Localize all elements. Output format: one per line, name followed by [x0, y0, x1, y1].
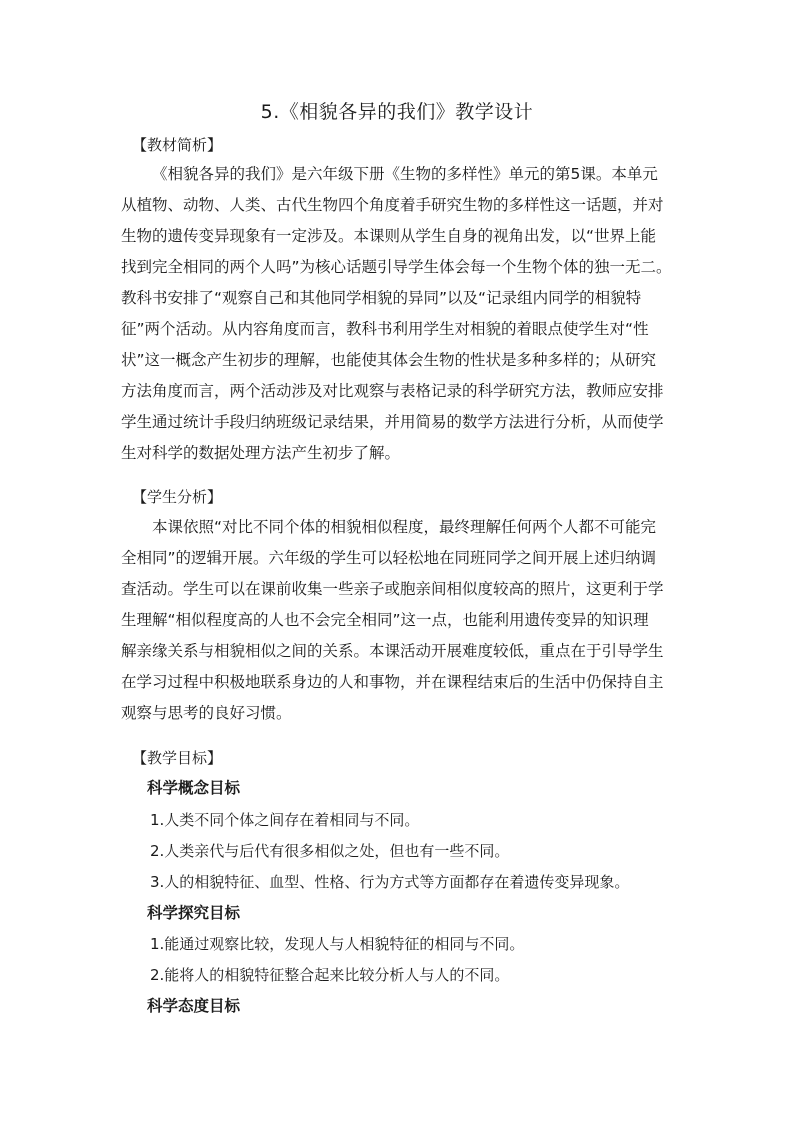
paragraph-line: 教科书安排了“观察自己和其他同学相貌的异同”以及“记录组内同学的相貌特 [121, 289, 642, 307]
section-heading-teaching-goals: 【教学目标】 [132, 749, 223, 767]
paragraph-line: 找到完全相同的两个人吗”为核心话题引导学生体会每一个生物个体的独一无二。 [121, 258, 672, 276]
paragraph-line: 方法角度而言，两个活动涉及对比观察与表格记录的科学研究方法，教师应安排 [121, 382, 664, 400]
paragraph-line: 征”两个活动。从内容角度而言，教科书利用学生对相貌的着眼点使学生对“性 [121, 320, 649, 338]
document-title: 5.《相貌各异的我们》教学设计 [260, 101, 534, 123]
paragraph-line: 查活动。学生可以在课前收集一些亲子或胞亲间相似度较高的照片，这更利于学 [121, 580, 664, 598]
subheading-concept-goals: 科学概念目标 [147, 779, 241, 797]
subheading-attitude-goals: 科学态度目标 [147, 997, 241, 1015]
paragraph-line: 从植物、动物、人类、古代生物四个角度着手研究生物的多样性这一话题，并对 [121, 196, 664, 214]
paragraph-line: 生理解“相似程度高的人也不会完全相同”这一点，也能利用遗传变异的知识理 [121, 611, 649, 629]
goal-item: 2.人类亲代与后代有很多相似之处，但也有一些不同。 [150, 842, 510, 860]
textbook-analysis-paragraph [121, 159, 681, 469]
subheading-inquiry-goals: 科学探究目标 [147, 904, 241, 922]
goal-item: 2.能将人的相貌特征整合起来比较分析人与人的不同。 [150, 966, 510, 984]
section-heading-textbook-analysis: 【教材简析】 [132, 136, 223, 154]
paragraph-line: 解亲缘关系与相貌相似之间的关系。本课活动开展难度较低，重点在于引导学生 [121, 642, 664, 660]
paragraph-line: 《相貌各异的我们》是六年级下册《生物的多样性》单元的第5课。本单元 [152, 165, 658, 183]
goal-item: 1.人类不同个体之间存在着相同与不同。 [150, 811, 420, 829]
paragraph-line: 本课依照“对比不同个体的相貌相似程度，最终理解任何两个人都不可能完 [152, 518, 657, 536]
goal-item: 3.人的相貌特征、血型、性格、行为方式等方面都存在着遗传变异现象。 [150, 873, 630, 891]
goal-item: 1.能通过观察比较，发现人与人相貌特征的相同与不同。 [150, 935, 525, 953]
paragraph-line: 状”这一概念产生初步的理解，也能使其体会生物的性状是多种多样的；从研究 [121, 351, 657, 369]
section-heading-student-analysis: 【学生分析】 [132, 488, 223, 506]
paragraph-line: 观察与思考的良好习惯。 [121, 704, 292, 722]
student-analysis-paragraph [121, 512, 681, 729]
paragraph-line: 全相同”的逻辑开展。六年级的学生可以轻松地在同班同学之间开展上述归纳调 [121, 549, 657, 567]
paragraph-line: 学生通过统计手段归纳班级记录结果，并用简易的数学方法进行分析，从而使学 [121, 413, 664, 431]
paragraph-line: 生对科学的数据处理方法产生初步了解。 [121, 444, 401, 462]
paragraph-line: 生物的遗传变异现象有一定涉及。本课则从学生自身的视角出发，以“世界上能 [121, 227, 657, 245]
paragraph-line: 在学习过程中积极地联系身边的人和事物，并在课程结束后的生活中仍保持自主 [121, 673, 664, 691]
